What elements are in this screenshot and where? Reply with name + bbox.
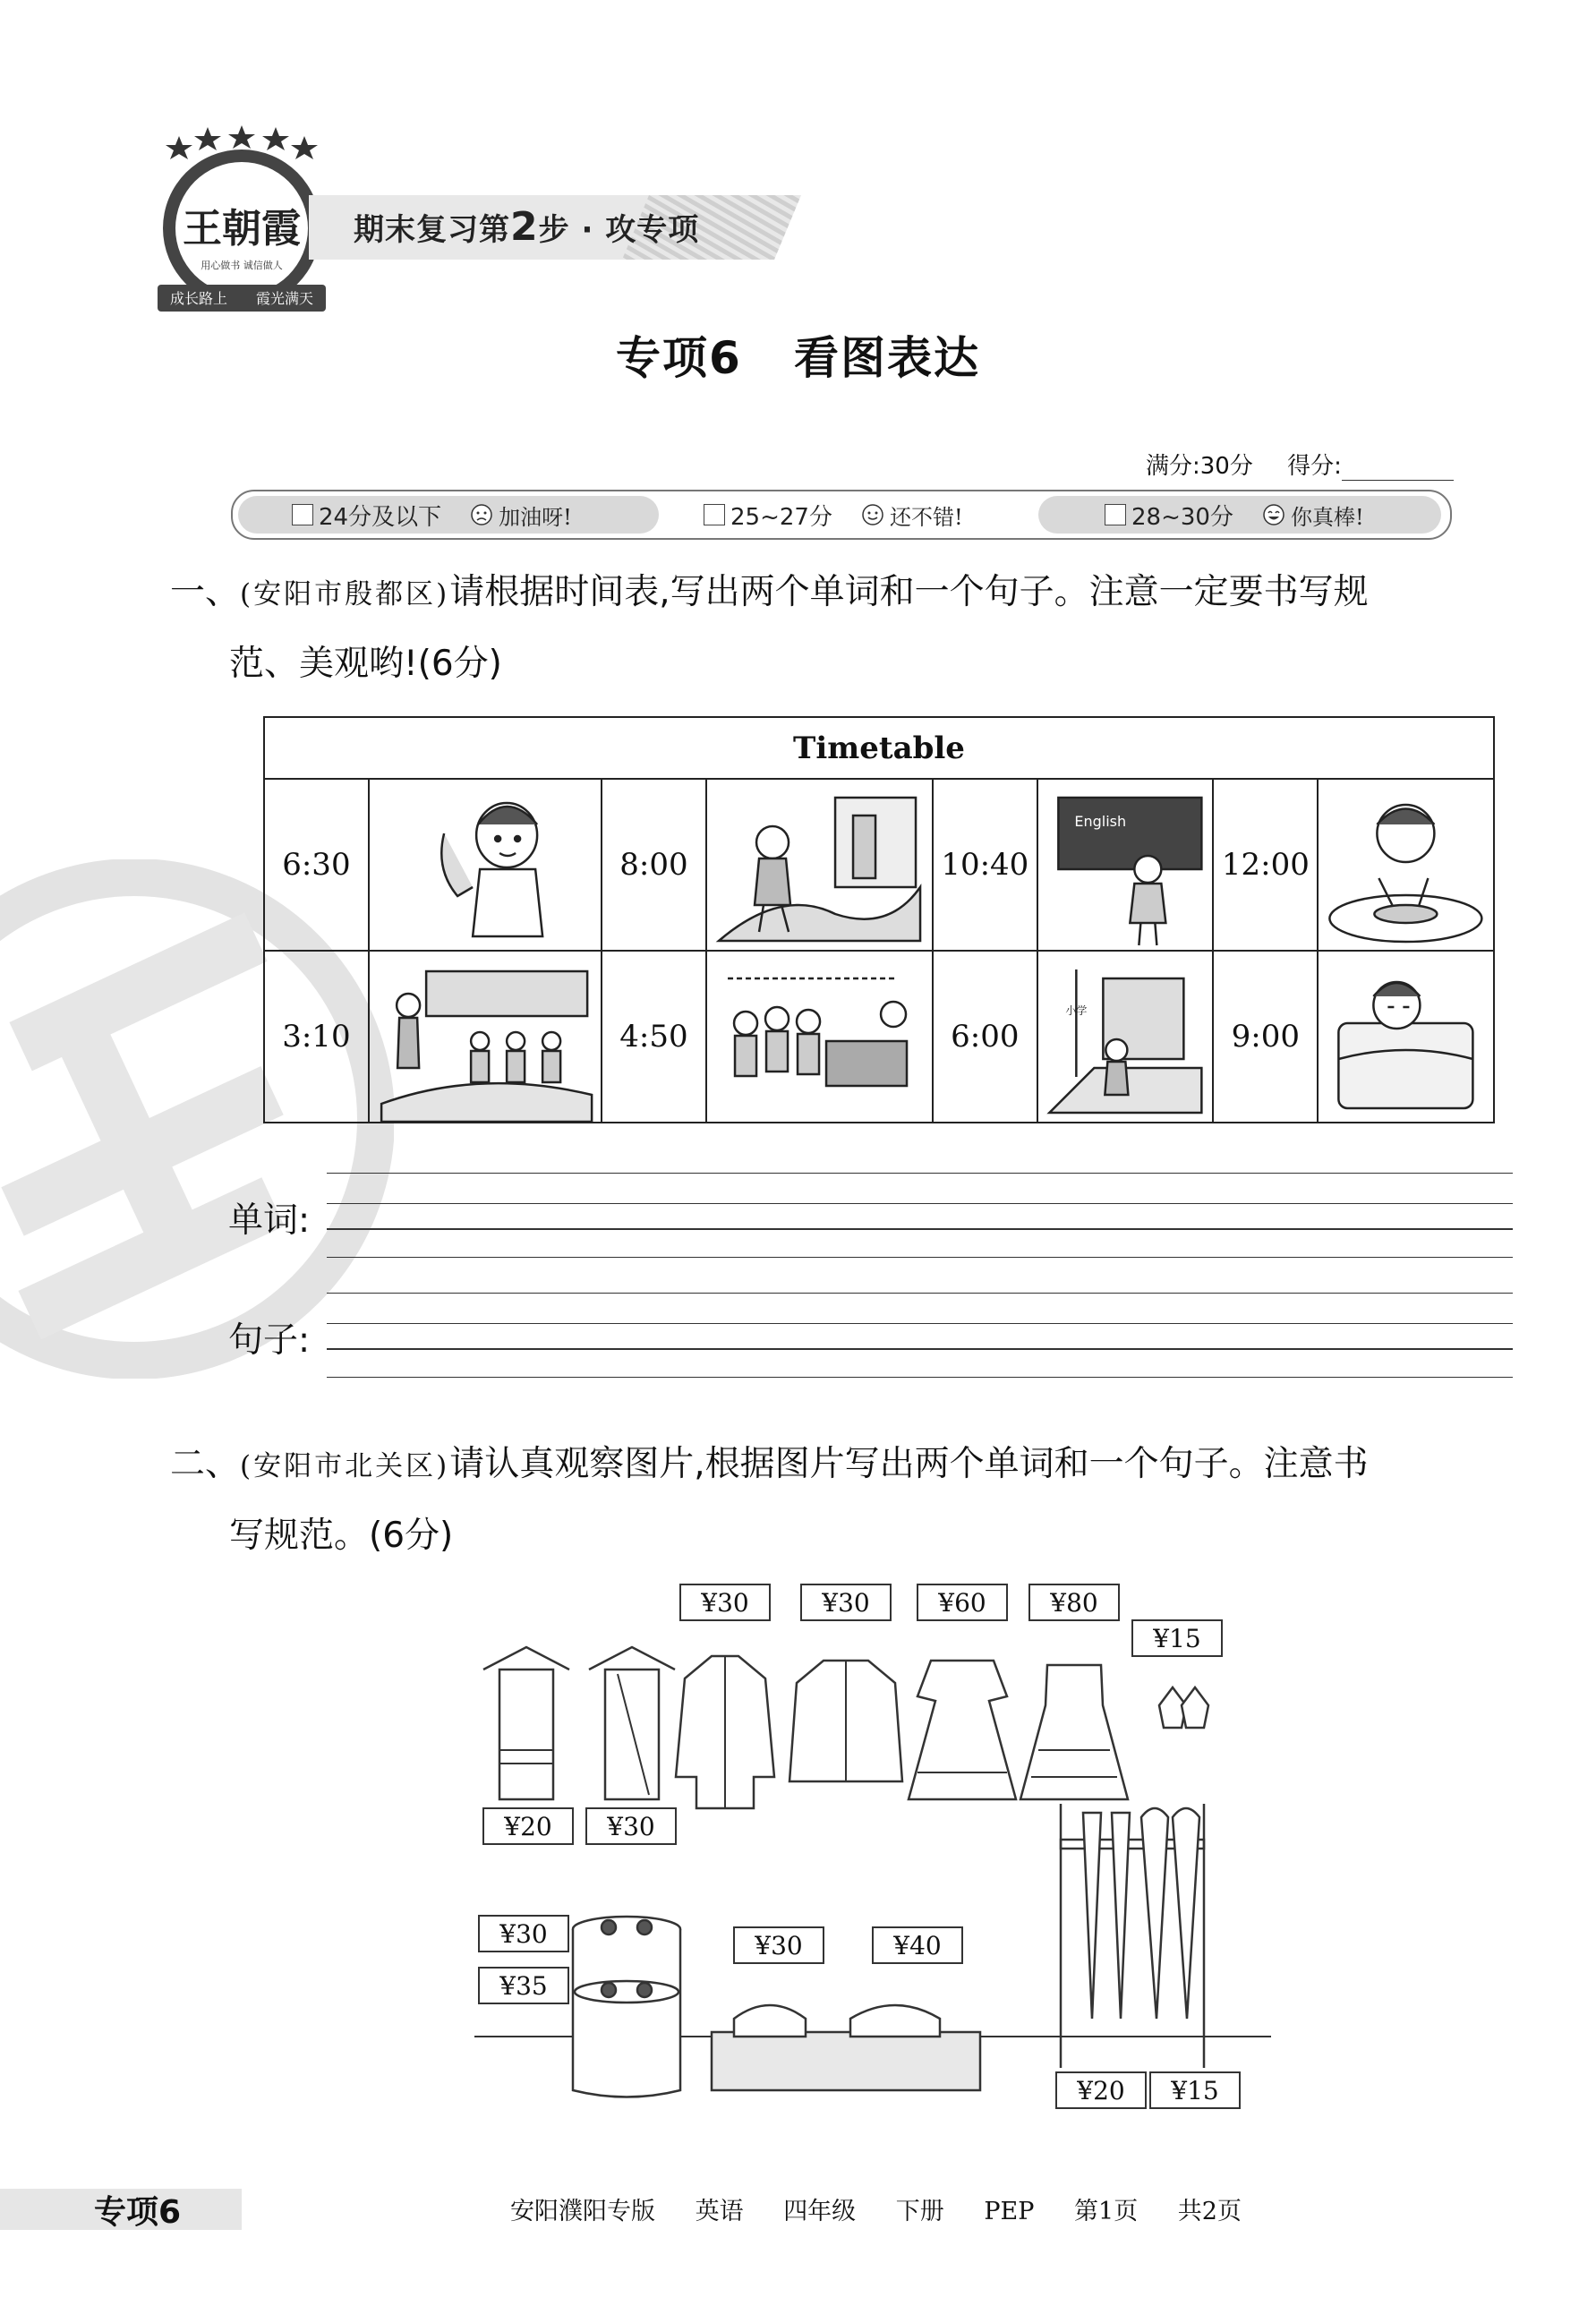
svg-text:English: English bbox=[1074, 813, 1126, 830]
happy-face-icon bbox=[1262, 503, 1285, 526]
time-cell: 12:00 bbox=[1213, 779, 1318, 951]
picture-cell bbox=[369, 779, 602, 951]
score-level-2: 25~27分 还不错! bbox=[675, 496, 1033, 534]
word-label: 单词: bbox=[228, 1200, 311, 1241]
question-1-text-line2: 范、美观哟!(6分) bbox=[229, 644, 502, 684]
writing-line bbox=[327, 1173, 1513, 1174]
table-row bbox=[264, 951, 1494, 1123]
svg-text:王朝霞: 王朝霞 bbox=[183, 206, 301, 252]
score-level-bar bbox=[231, 490, 1452, 540]
footer-section-label: 专项6 bbox=[94, 2194, 182, 2231]
time-cell: 6:30 bbox=[264, 779, 369, 951]
shoes-icon bbox=[734, 2005, 806, 2037]
time-cell: 3:10 bbox=[264, 951, 369, 1123]
score-line bbox=[1146, 448, 1454, 481]
scarf-icon bbox=[605, 1670, 659, 1799]
writing-line bbox=[327, 1323, 1513, 1324]
page-title: 专项6 看图表达 bbox=[615, 332, 980, 384]
writing-line bbox=[327, 1377, 1513, 1378]
go-home-icon bbox=[1038, 952, 1213, 1122]
picture-cell bbox=[1318, 951, 1494, 1123]
time-cell: 6:00 bbox=[933, 951, 1037, 1123]
go-to-bed-icon bbox=[1319, 952, 1493, 1122]
question-2-text: 二、(安阳市北关区)请认真观察图片,根据图片写出两个单词和一个句子。注意书 bbox=[170, 1444, 1369, 1484]
svg-text:¥30: ¥30 bbox=[755, 1931, 803, 1960]
score-level-1: 24分及以下 加油呀! bbox=[238, 496, 659, 534]
svg-text:¥15: ¥15 bbox=[1171, 2076, 1219, 2105]
time-cell: 10:40 bbox=[933, 779, 1037, 951]
question-1-text: 一、(安阳市殷都区)请根据时间表,写出两个单词和一个句子。注意一定要书写规 bbox=[170, 572, 1369, 612]
checkbox[interactable] bbox=[292, 504, 313, 525]
picture-cell bbox=[1037, 951, 1214, 1123]
scarf-icon bbox=[499, 1670, 553, 1799]
got-score-label: 得分: bbox=[1287, 453, 1342, 480]
writing-line[interactable] bbox=[327, 1348, 1513, 1350]
svg-text:¥40: ¥40 bbox=[893, 1931, 942, 1960]
banner-text: 期末复习第2步 · 攻专项 bbox=[354, 204, 700, 250]
footer-info: 安阳濮阳专版 英语 四年级 下册 PEP 第1页 共2页 bbox=[510, 2198, 1242, 2225]
svg-text:小学: 小学 bbox=[1065, 1004, 1088, 1017]
english-class-icon bbox=[1038, 780, 1213, 950]
writing-line bbox=[327, 1293, 1513, 1294]
svg-text:¥30: ¥30 bbox=[822, 1588, 870, 1618]
sentence-label: 句子: bbox=[228, 1320, 311, 1361]
get-up-icon bbox=[370, 780, 601, 950]
crying-face-icon bbox=[470, 503, 493, 526]
clothes-shop-picture bbox=[465, 1571, 1271, 2117]
umbrella-icon bbox=[1083, 1813, 1101, 2019]
svg-text:成长路上: 成长路上 bbox=[169, 290, 228, 307]
timetable bbox=[263, 716, 1495, 1123]
writing-line[interactable] bbox=[327, 1228, 1513, 1230]
checkbox[interactable] bbox=[704, 504, 725, 525]
smile-face-icon bbox=[861, 503, 884, 526]
svg-text:霞光满天: 霞光满天 bbox=[255, 290, 314, 307]
lunch-icon bbox=[1319, 780, 1493, 950]
music-class-icon bbox=[707, 952, 932, 1122]
go-to-school-icon bbox=[707, 780, 932, 950]
publisher-logo bbox=[152, 125, 331, 318]
table-row bbox=[264, 779, 1494, 951]
picture-cell bbox=[369, 951, 602, 1123]
dress-icon bbox=[909, 1661, 1016, 1799]
writing-line bbox=[327, 1257, 1513, 1258]
picture-cell bbox=[706, 779, 933, 951]
sandals-icon bbox=[850, 2005, 940, 2037]
score-blank[interactable] bbox=[1342, 457, 1454, 481]
time-cell: 8:00 bbox=[602, 779, 706, 951]
svg-text:¥35: ¥35 bbox=[499, 1971, 548, 2001]
svg-text:¥30: ¥30 bbox=[701, 1588, 749, 1618]
svg-text:¥15: ¥15 bbox=[1153, 1624, 1201, 1653]
svg-text:¥80: ¥80 bbox=[1050, 1588, 1098, 1618]
svg-text:¥30: ¥30 bbox=[607, 1812, 655, 1841]
time-cell: 9:00 bbox=[1213, 951, 1318, 1123]
picture-cell bbox=[1037, 779, 1214, 951]
svg-text:¥20: ¥20 bbox=[504, 1812, 552, 1841]
score-level-3: 28~30分 你真棒! bbox=[1038, 496, 1441, 534]
pe-class-icon bbox=[370, 952, 601, 1122]
svg-text:¥30: ¥30 bbox=[499, 1919, 548, 1949]
full-score-label: 满分:30分 bbox=[1146, 453, 1253, 480]
svg-text:用心做书 诚信做人: 用心做书 诚信做人 bbox=[201, 260, 283, 271]
skirt-icon bbox=[1020, 1665, 1128, 1799]
svg-text:¥60: ¥60 bbox=[938, 1588, 986, 1618]
svg-text:¥20: ¥20 bbox=[1077, 2076, 1125, 2105]
checkbox[interactable] bbox=[1105, 504, 1126, 525]
time-cell: 4:50 bbox=[602, 951, 706, 1123]
writing-line bbox=[327, 1203, 1513, 1204]
question-2-text-line2: 写规范。(6分) bbox=[229, 1516, 454, 1556]
picture-cell bbox=[706, 951, 933, 1123]
timetable-title: Timetable bbox=[264, 717, 1494, 779]
picture-cell bbox=[1318, 779, 1494, 951]
